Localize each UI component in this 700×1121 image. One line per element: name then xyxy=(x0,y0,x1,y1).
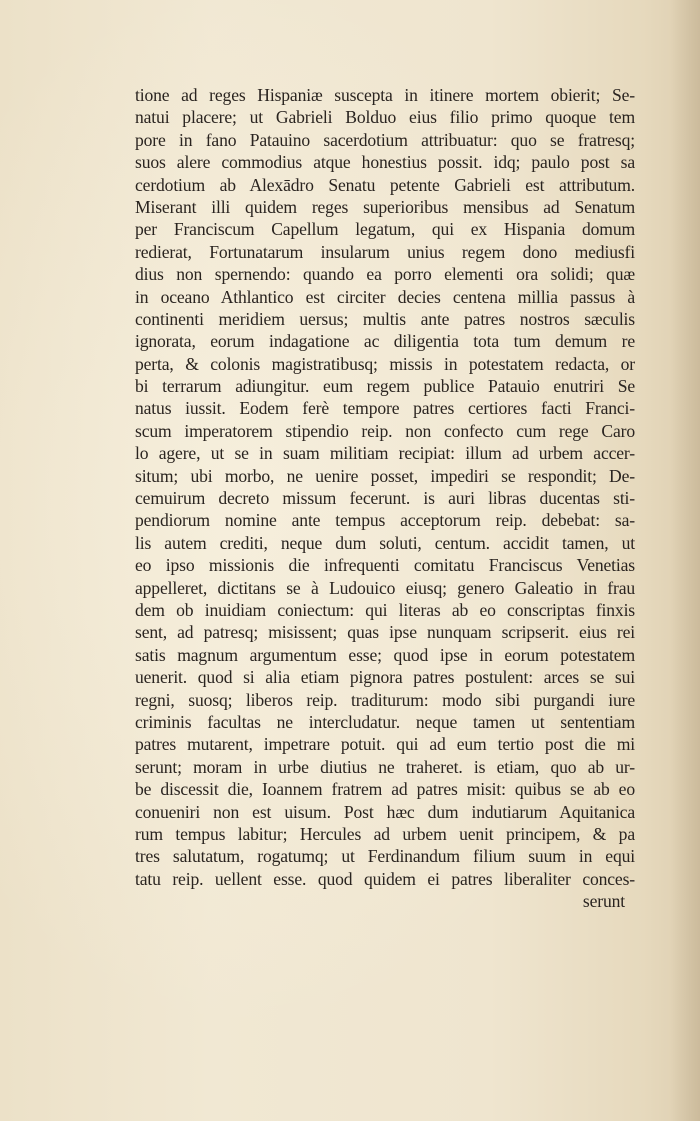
text-line: serunt xyxy=(582,891,625,912)
body-text xyxy=(135,84,635,912)
text-line: lis autem crediti, neque dum soluti, centum. accidit tamen, ut xyxy=(135,532,635,553)
text-line: sent, ad patresq; misissent; quas ipse nunquam scripserit. eius rei xyxy=(135,622,635,643)
text-line: scum imperatorem stipendio reip. non confecto cum rege Caro xyxy=(135,420,635,441)
text-line: in oceano Athlantico est circiter decies centena millia passus à xyxy=(135,286,635,307)
text-line: tione ad reges Hispaniæ suscepta in itinere mortem obierit; Se- xyxy=(135,85,635,105)
text-line: regni, suosq; liberos reip. traditurum: modo sibi purgandi iure xyxy=(135,689,635,710)
text-line: bi terrarum adiungitur. eum regem publice Patauio enutriri Se xyxy=(135,376,635,397)
text-line: serunt; moram in urbe diutius ne traheret. is etiam, quo ab ur- xyxy=(135,756,635,777)
text-line: pore in fano Patauino sacerdotium attribuatur: quo se fratresq; xyxy=(135,129,635,150)
text-line: criminis facultas ne intercludatur. neque tamen ut sententiam xyxy=(135,711,635,732)
text-line: natui placere; ut Gabrieli Bolduo eius filio primo quoque tem xyxy=(135,107,635,128)
text-line: conueniri non est uisum. Post hæc dum indutiarum Aquitanica xyxy=(135,801,635,822)
text-line: Miserant illi quidem reges superioribus mensibus ad Senatum xyxy=(135,196,635,217)
text-line: rum tempus labitur; Hercules ad urbem uenit principem, & pa xyxy=(135,823,635,844)
text-line: per Franciscum Capellum legatum, qui ex Hispania domum xyxy=(135,219,635,240)
text-line: suos alere commodius atque honestius possit. idq; paulo post sa xyxy=(135,152,635,173)
text-line: natus iussit. Eodem ferè tempore patres certiores facti Franci- xyxy=(135,398,635,419)
text-line: appelleret, dictitans se à Ludouico eiusq; genero Galeatio in frau xyxy=(135,577,635,598)
page-edge-shadow xyxy=(670,0,700,1121)
text-line: situm; ubi morbo, ne uenire posset, impediri se respondit; De- xyxy=(135,465,635,486)
text-line: dius non spernendo: quando ea porro elementi ora solidi; quæ xyxy=(135,264,635,285)
text-line: continenti meridiem uersus; multis ante patres nostros sæculis xyxy=(135,308,635,329)
text-line: satis magnum argumentum esse; quod ipse in eorum potestatem xyxy=(135,644,635,665)
text-line: lo agere, ut se in suam militiam recipiat: illum ad urbem accer- xyxy=(135,443,635,464)
text-line: tres salutatum, rogatumq; ut Ferdinandum filium suum in equi xyxy=(135,846,635,867)
text-line: dem ob inuidiam coniectum: qui literas ab eo conscriptas finxis xyxy=(135,599,635,620)
text-line: pendiorum nomine ante tempus acceptorum reip. debebat: sa- xyxy=(135,510,635,531)
text-line: cerdotium ab Alexādro Senatu petente Gabrieli est attributum. xyxy=(135,174,635,195)
text-line: uenerit. quod si alia etiam pignora patres postulent: arces se sui xyxy=(135,667,635,688)
text-line: perta, & colonis magistratibusq; missis in potestatem redacta, or xyxy=(135,353,635,374)
text-line: patres mutarent, impetrare potuit. qui ad eum tertio post die mi xyxy=(135,734,635,755)
text-line: redierat, Fortunatarum insularum unius regem dono mediusfi xyxy=(135,241,635,262)
text-line: tatu reip. uellent esse. quod quidem ei patres liberaliter conces- xyxy=(135,868,635,889)
text-line: cemuirum decreto missum fecerunt. is auri libras ducentas sti- xyxy=(135,488,635,509)
text-line: ignorata, eorum indagatione ac diligentia tota tum demum re xyxy=(135,331,635,352)
text-line: be discessit die, Ioannem fratrem ad patres misit: quibus se ab eo xyxy=(135,779,635,800)
text-line: eo ipso missionis die infrequenti comitatu Franciscus Venetias xyxy=(135,555,635,576)
